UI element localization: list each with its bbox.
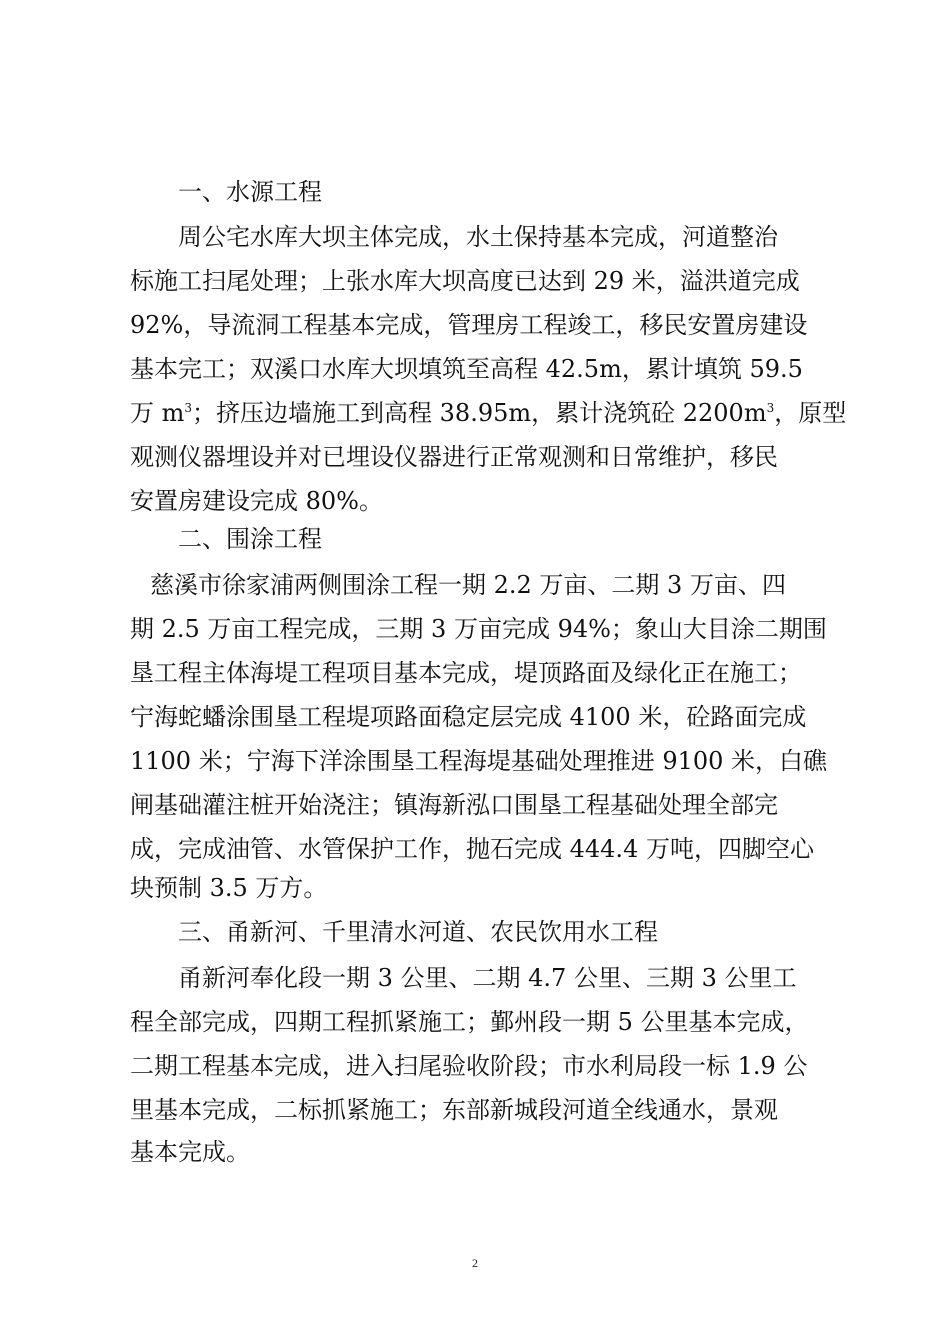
text-fragment: 万 m	[130, 399, 185, 427]
section-heading-rivers-drinking-water: 三、甬新河、千里清水河道、农民饮用水工程	[178, 918, 658, 946]
paragraph-line: 标施工扫尾处理；上张水库大坝高度已达到 29 米，溢洪道完成	[130, 267, 800, 295]
paragraph-line: 宁海蛇蟠涂围垦工程堤项路面稳定层完成 4100 米，砼路面完成	[130, 703, 807, 731]
paragraph-line: 程全部完成，四期工程抓紧施工；鄞州段一期 5 公里基本完成，	[130, 1008, 809, 1036]
paragraph-line: 92%，导流洞工程基本完成，管理房工程竣工，移民安置房建设	[130, 311, 808, 339]
paragraph-line: 闸基础灌注桩开始浇注；镇海新泓口围垦工程基础处理全部完	[130, 791, 778, 819]
page-number: 2	[472, 1256, 478, 1270]
section-heading-reclamation: 二、围涂工程	[178, 525, 322, 553]
paragraph-line: 甬新河奉化段一期 3 公里、二期 4.7 公里、三期 3 公里工	[178, 964, 797, 992]
paragraph-line: 里基本完成，二标抓紧施工；东部新城段河道全线通水，景观	[130, 1096, 778, 1124]
section-heading-water-source: 一、水源工程	[178, 178, 322, 206]
superscript: 3	[766, 401, 775, 415]
paragraph-line: 1100 米；宁海下洋涂围垦工程海堤基础处理推进 9100 米，白礁	[130, 747, 828, 775]
paragraph-line: 二期工程基本完成，进入扫尾验收阶段；市水利局段一标 1.9 公	[130, 1052, 808, 1080]
paragraph-line: 观测仪器埋设并对已埋设仪器进行正常观测和日常维护，移民	[130, 443, 778, 471]
paragraph-line: 周公宅水库大坝主体完成，水土保持基本完成，河道整治	[178, 223, 778, 251]
paragraph-line: 期 2.5 万亩工程完成，三期 3 万亩完成 94%；象山大目涂二期围	[130, 615, 827, 643]
superscript: 3	[184, 401, 193, 415]
paragraph-line: 基本完工；双溪口水库大坝填筑至高程 42.5m，累计填筑 59.5	[130, 355, 803, 383]
text-fragment: ；挤压边墙施工到高程 38.95m，累计浇筑砼 2200m	[192, 399, 767, 427]
paragraph-line: 基本完成。	[130, 1138, 250, 1166]
text-fragment: ，原型	[774, 399, 847, 427]
paragraph-line	[130, 391, 850, 435]
paragraph-line: 安置房建设完成 80%。	[130, 487, 383, 515]
paragraph-line: 垦工程主体海堤工程项目基本完成，堤顶路面及绿化正在施工；	[130, 659, 802, 687]
paragraph-line: 成，完成油管、水管保护工作，抛石完成 444.4 万吨，四脚空心	[130, 835, 814, 863]
paragraph-line: 慈溪市徐家浦两侧围涂工程一期 2.2 万亩、二期 3 万亩、四	[150, 571, 786, 599]
paragraph-line: 块预制 3.5 万方。	[130, 874, 328, 902]
